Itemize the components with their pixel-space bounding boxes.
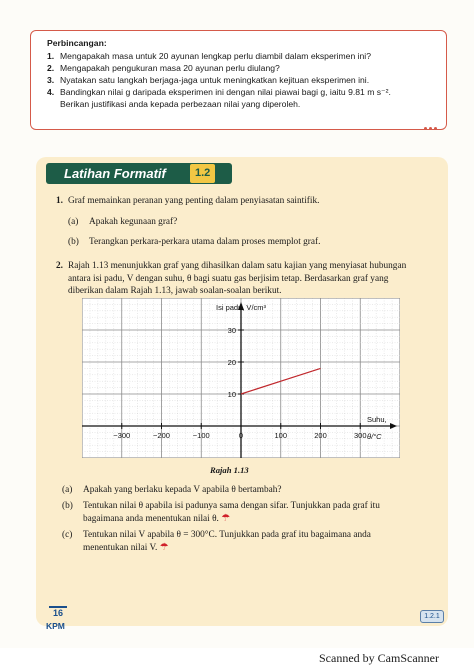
x-tick-label: 0 bbox=[238, 431, 244, 440]
volume-temperature-chart bbox=[82, 298, 400, 458]
x-tick-label: −100 bbox=[192, 431, 210, 440]
x-axis-label: Suhu, bbox=[367, 415, 387, 424]
kpm-logo bbox=[40, 606, 76, 636]
sub-text: Apakah yang berlaku kepada V apabila θ bertambah? bbox=[83, 485, 282, 495]
x-tick-label: 100 bbox=[274, 431, 288, 440]
question-2c bbox=[62, 529, 371, 553]
discussion-item bbox=[47, 74, 442, 86]
item-number: 4. bbox=[47, 87, 55, 97]
x-tick-label: 200 bbox=[314, 431, 327, 440]
sub-line: Tentukan nilai θ apabila isi padunya sama dengan sifar. Tunjukkan pada graf itu bbox=[83, 501, 380, 511]
y-tick-label: 10 bbox=[227, 390, 236, 399]
question-line: diberikan dalam Rajah 1.13, jawab soalan-soalan berikut. bbox=[68, 286, 282, 296]
question-1b bbox=[68, 236, 321, 249]
x-axis-label-unit: θ/°C bbox=[367, 432, 382, 441]
publisher-label: KPM bbox=[46, 621, 65, 631]
sub-label: (b) bbox=[68, 237, 79, 247]
question-text bbox=[68, 260, 443, 298]
item-text: Mengapakah masa untuk 20 ayunan lengkap perlu diambil dalam eksperimen ini? bbox=[60, 51, 371, 61]
sub-text: Terangkan perkara-perkara utama dalam proses memplot graf. bbox=[89, 237, 321, 247]
chart-svg bbox=[82, 298, 400, 458]
discussion-list bbox=[47, 50, 442, 110]
sub-label: (b) bbox=[62, 501, 73, 511]
sub-line: Tentukan nilai V apabila θ = 300°C. Tunjukkan pada graf itu bagaimana anda bbox=[83, 530, 371, 540]
item-number: 2. bbox=[47, 63, 55, 73]
sub-line: menentukan nilai V. bbox=[83, 542, 158, 553]
scanner-credit: Scanned by CamScanner bbox=[319, 651, 439, 665]
question-text: Graf memainkan peranan yang penting dalam penyiasatan saintifik. bbox=[68, 196, 320, 206]
question-2b bbox=[62, 500, 380, 524]
page-number: 16 bbox=[49, 606, 67, 620]
sub-label: (a) bbox=[62, 485, 73, 495]
question-number: 2. bbox=[56, 261, 63, 271]
discussion-title: Perbincangan: bbox=[47, 38, 107, 48]
sub-line: bagaimana anda menentukan nilai θ. bbox=[83, 513, 219, 524]
y-axis-label: Isi padu, V/cm³ bbox=[216, 303, 267, 312]
question-line: antara isi padu, V dengan suhu, θ bagi suatu gas berjisim tetap. Berdasarkan graf yang bbox=[68, 273, 389, 284]
discussion-item bbox=[47, 62, 442, 74]
sub-text: Apakah kegunaan graf? bbox=[89, 217, 178, 227]
hots-umbrella-icon: ☂ bbox=[159, 541, 169, 553]
x-tick-label: 300 bbox=[353, 431, 367, 440]
question-1a bbox=[68, 216, 178, 229]
discussion-box bbox=[30, 30, 447, 130]
sub-text bbox=[83, 529, 371, 554]
y-tick-label: 30 bbox=[227, 326, 236, 335]
question-number: 1. bbox=[56, 196, 63, 206]
y-tick-label: 20 bbox=[227, 358, 236, 367]
exercise-title: Latihan Formatif bbox=[64, 166, 166, 181]
discussion-item bbox=[47, 86, 442, 98]
figure-caption: Rajah 1.13 bbox=[210, 465, 249, 475]
x-tick-label: −200 bbox=[153, 431, 170, 440]
sub-label: (a) bbox=[68, 217, 79, 227]
exercise-number: 1.2 bbox=[190, 164, 215, 183]
question-line: Rajah 1.13 menunjukkan graf yang dihasilkan dalam satu kajian yang menyiasat hubungan bbox=[68, 261, 407, 271]
discussion-item bbox=[47, 50, 442, 62]
hots-umbrella-icon: ☂ bbox=[221, 512, 231, 524]
item-text: Nyatakan satu langkah berjaga-jaga untuk meningkatkan kejituan eksperimen ini. bbox=[60, 75, 370, 85]
item-number: 3. bbox=[47, 75, 55, 85]
item-text: Bandingkan nilai g daripada eksperimen ini dengan nilai piawai bagi g, iaitu 9.81 m s⁻². bbox=[60, 87, 391, 97]
sub-label: (c) bbox=[62, 530, 73, 540]
sub-text bbox=[83, 500, 380, 525]
discussion-item-continued bbox=[47, 98, 442, 110]
x-tick-label: −300 bbox=[113, 431, 131, 440]
question-2a bbox=[62, 484, 282, 497]
item-number: 1. bbox=[47, 51, 55, 61]
item-text: Mengapakah pengukuran masa 20 ayunan perlu diulang? bbox=[60, 63, 280, 73]
item-text: Berikan justifikasi anda kepada perbezaan nilai yang diperoleh. bbox=[60, 99, 301, 109]
section-tag: 1.2.1 bbox=[420, 610, 444, 623]
decorative-dots bbox=[424, 127, 438, 132]
